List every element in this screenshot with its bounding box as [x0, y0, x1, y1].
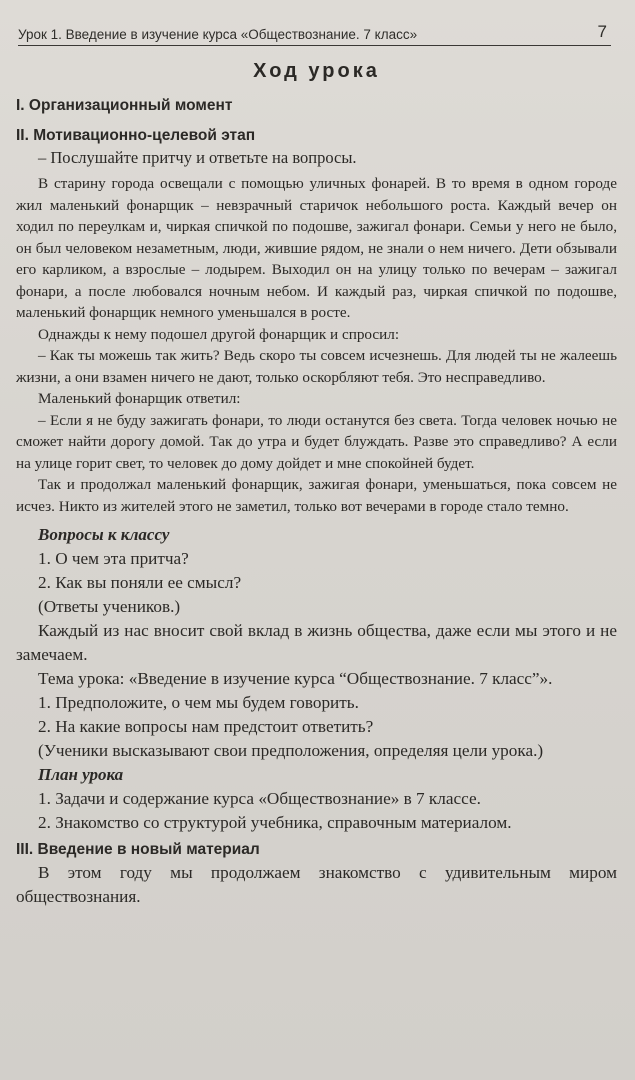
parable-paragraph: – Как ты можешь так жить? Ведь скоро ты совсем исчезнешь. Для людей ты не жалеешь жизни, а они взамен ничего не дают, только оскорбляют тебя. Это несправедливо. — [16, 347, 617, 386]
questions-heading: Вопросы к классу — [38, 525, 170, 544]
lesson-body — [16, 523, 617, 835]
task-item: 2. На какие вопросы нам предстоит ответить? — [38, 717, 374, 736]
lesson-topic: Тема урока: «Введение в изучение курса “Обществознание. 7 класс”». — [38, 669, 553, 688]
parable-text — [16, 173, 617, 517]
plan-item: 2. Знакомство со структурой учебника, справочным материалом. — [38, 813, 512, 832]
section-heading-3: III. Введение в новый материал — [16, 841, 260, 858]
task-item: (Ученики высказывают свои предположения, определяя цели урока.) — [38, 741, 544, 760]
intro-instruction: – Послушайте притчу и ответьте на вопросы. — [38, 148, 357, 167]
parable-paragraph: Маленький фонарщик ответил: — [38, 390, 241, 407]
question-item: 2. Как вы поняли ее смысл? — [38, 573, 242, 592]
parable-paragraph: Так и продолжал маленький фонарщик, зажигая фонари, уменьшаться, пока совсем не исчез. Никто из жителей этого не заметил, только вот вечерами в городе стало темно. — [16, 476, 617, 515]
plan-heading: План урока — [38, 765, 124, 784]
question-item: 1. О чем эта притча? — [38, 549, 189, 568]
task-item: 1. Предположите, о чем мы будем говорить. — [38, 693, 359, 712]
parable-paragraph: – Если я не буду зажигать фонари, то люди останутся без света. Тогда человек ночью не сможет найти дорогу домой. Так до утра и будет блуждать. Разве это справедливо? А если на улице горит свет, то человек до дому дойдет и мне спокойней будет. — [16, 411, 617, 472]
section-heading-1: I. Организационный момент — [16, 97, 233, 114]
parable-paragraph: Однажды к нему подошел другой фонарщик и спросил: — [38, 325, 400, 343]
running-title: Урок 1. Введение в изучение курса «Обществознание. 7 класс» — [18, 27, 418, 42]
running-header — [18, 22, 611, 46]
statement-paragraph: Каждый из нас вносит свой вклад в жизнь общества, даже если мы этого и не замечаем. — [16, 621, 617, 664]
section-heading-2: II. Мотивационно-целевой этап — [16, 127, 256, 144]
page-number: 7 — [597, 22, 607, 41]
page-title: Ход урока — [253, 60, 380, 82]
closing-paragraph: В этом году мы продолжаем знакомство с удивительным миром обществознания. — [16, 863, 617, 906]
parable-paragraph: В старину города освещали с помощью уличных фонарей. В то время в одном городе жил маленький фонарщик – невзрачный старичок небольшого роста. Каждый вечер он ходил по переулкам и, чиркая спичкой по подошве, зажигал фонари. Семьи у него не было, он был человеком незаметным, люди, жившие рядом, не знали о нем ничего. Дети обзывали его карликом, а взрослые – лодырем. Выходил он на улицу только по вечерам – зажигал фонари, а после любовался ночным небом. И каждый раз, чиркая спичкой по подошве, маленький фонарщик немного уменьшался в росте. — [16, 175, 617, 321]
question-item: (Ответы учеников.) — [38, 597, 181, 616]
plan-item: 1. Задачи и содержание курса «Обществознание» в 7 классе. — [38, 789, 481, 808]
